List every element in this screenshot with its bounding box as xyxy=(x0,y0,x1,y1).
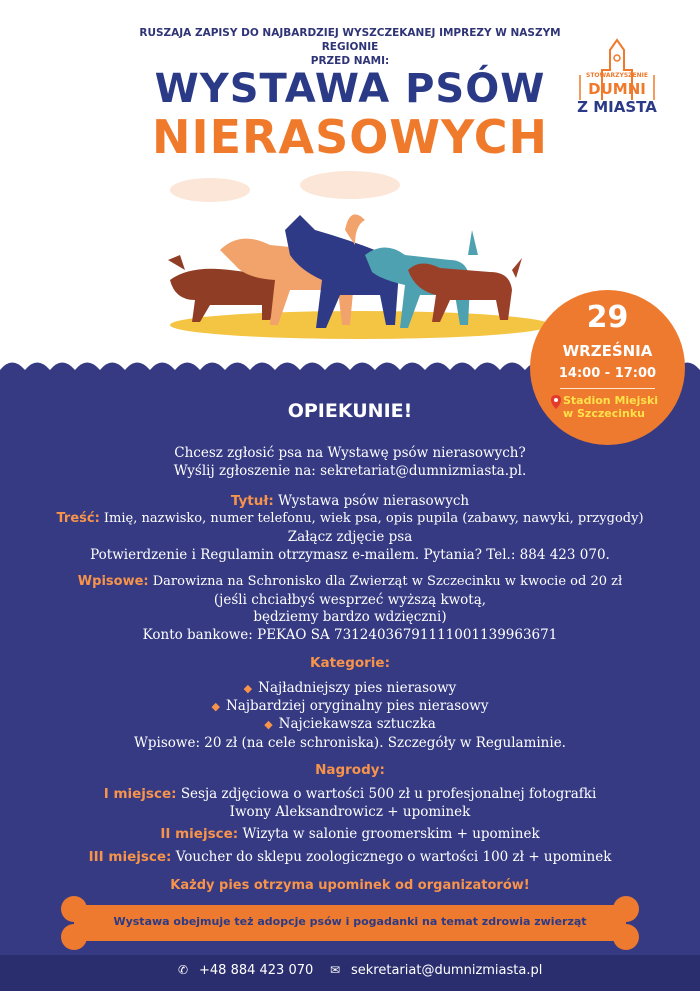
mail-icon: ✉ xyxy=(330,963,341,977)
logo-line-1: DUMNI xyxy=(588,80,646,98)
badge-divider xyxy=(560,388,655,389)
categories-note: Wpisowe: 20 zł (na cele schroniska). Szczegóły w Regulaminie. xyxy=(134,735,566,751)
event-time: 14:00 - 17:00 xyxy=(558,366,657,381)
event-place-line-1: Stadion Miejski xyxy=(563,394,659,407)
first-prize-row xyxy=(0,786,700,802)
diamond-icon: ◆ xyxy=(243,682,253,695)
title-line-2: NIERASOWYCH xyxy=(152,110,548,164)
prizes-heading: Nagrody: xyxy=(315,762,385,778)
diamond-icon: ◆ xyxy=(264,718,273,731)
opiekunie-heading: OPIEKUNIE! xyxy=(287,400,413,422)
diamond-icon: ◆ xyxy=(211,700,220,713)
second-prize-value: Wizyta w salonie groomerskim + upominek xyxy=(242,826,540,842)
third-prize-value: Voucher do sklepu zoologicznego o wartości 100 zł + upominek xyxy=(175,849,612,865)
title-label: Tytuł: xyxy=(230,493,274,509)
footer-phone-text: +48 884 423 070 xyxy=(199,963,314,978)
fee-line-2: (jeśli chciałbyś wesprzeć wyższą kwotą, xyxy=(213,592,487,608)
photo-line: Załącz zdjęcie psa xyxy=(287,529,413,545)
first-prize-line-1: Sesja zdjęciowa o wartości 500 zł u profesjonalnej fotografki xyxy=(180,786,597,802)
fee-line-1: Darowizna na Schronisko dla Zwierząt w Szczecinku w kwocie od 20 zł xyxy=(152,574,623,589)
title-row xyxy=(0,493,700,509)
bank-account: Konto bankowe: PEKAO SA 73124036791111001139963671 xyxy=(142,627,558,643)
content-row xyxy=(0,511,700,526)
category-item: ◆ Najciekawsza sztuczka xyxy=(264,716,436,732)
kicker-line-1: RUSZAJA ZAPISY DO NAJBARDZIEJ WYSZCZEKANEJ IMPREZY W NASZYM REGIONIE xyxy=(139,27,561,53)
fee-row xyxy=(0,574,700,589)
ground-shape xyxy=(170,311,550,339)
category-item: ◆ Najbardziej oryginalny pies nierasowy xyxy=(211,698,489,714)
title-line-1: WYSTAWA PSÓW xyxy=(154,66,546,112)
first-prize-label: I miejsce: xyxy=(103,786,177,802)
second-prize-row xyxy=(0,826,700,842)
third-prize-row xyxy=(0,849,700,865)
third-prize-label: III miejsce: xyxy=(88,849,172,865)
fee-line-3: będziemy bardzo wdzięczni) xyxy=(253,609,447,625)
dogs-illustration xyxy=(150,160,550,345)
intro-line-1: Chcesz zgłosić psa na Wystawę psów nierasowych? xyxy=(174,445,526,461)
confirmation-line: Potwierdzenie i Regulamin otrzymasz e-mailem. Pytania? Tel.: 884 423 070. xyxy=(90,547,610,563)
intro-line-2: Wyślij zgłoszenie na: sekretariat@dumnizmiasta.pl. xyxy=(173,463,527,479)
footer-phone[interactable] xyxy=(178,963,313,978)
cloud-shape xyxy=(170,178,250,202)
logo-line-2: Z MIASTA xyxy=(577,98,657,116)
event-month: WRZEŚNIA xyxy=(562,342,653,360)
everyone-gets-gift: Każdy pies otrzyma upominek od organizatorów! xyxy=(170,878,530,893)
title-value: Wystawa psów nierasowych xyxy=(278,493,470,509)
event-place-line-2: w Szczecinku xyxy=(563,407,645,420)
phone-icon: ✆ xyxy=(178,963,189,977)
first-prize-line-2: Iwony Aleksandrowicz + upominek xyxy=(229,804,471,820)
kicker-line-2: PRZED NAMI: xyxy=(310,55,390,67)
footer-email[interactable] xyxy=(330,963,542,978)
fee-label: Wpisowe: xyxy=(77,574,149,589)
second-prize-label: II miejsce: xyxy=(160,826,239,842)
categories-heading: Kategorie: xyxy=(310,655,390,671)
content-value: Imię, nazwisko, numer telefonu, wiek psa, opis pupila (zabawy, nawyki, przygody) xyxy=(103,511,644,526)
footer-email-text: sekretariat@dumnizmiasta.pl xyxy=(351,963,543,978)
category-item: ◆ Najładniejszy pies nierasowy xyxy=(243,680,457,696)
logo-small-text: STOWARZYSZENIE xyxy=(586,72,648,79)
cloud-shape xyxy=(300,171,400,199)
event-day: 29 xyxy=(586,300,629,335)
bone-banner-text: Wystawa obejmuje też adopcje psów i pogadanki na temat zdrowia zwierząt xyxy=(113,915,587,928)
kicker-text xyxy=(110,26,590,68)
content-label: Treść: xyxy=(56,511,100,526)
